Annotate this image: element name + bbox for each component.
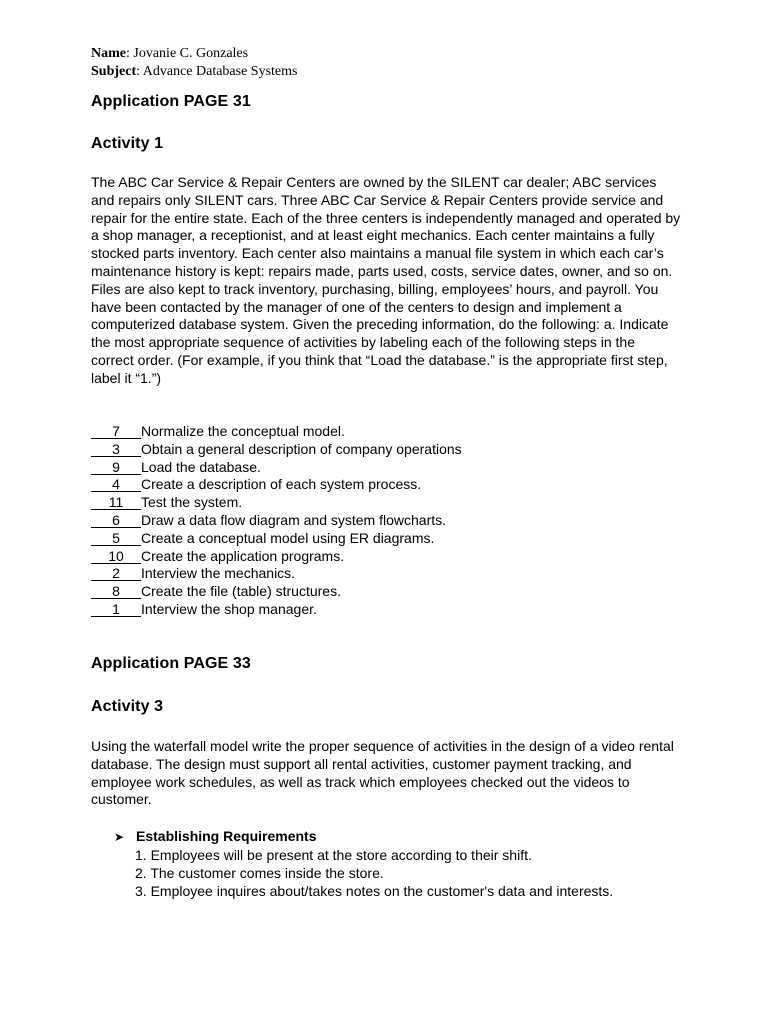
step-number: 6 xyxy=(91,513,141,528)
step-number: 7 xyxy=(91,424,141,439)
step-text: Draw a data flow diagram and system flowcharts. xyxy=(141,511,447,528)
step-item xyxy=(91,530,462,548)
activity-3-paragraph: Using the waterfall model write the proper sequence of activities in the design of a video rental database. The design must support all rental activities, customer payment tracking, and employee work schedules, as well as track which employees checked out the videos to customer. xyxy=(91,738,674,808)
step-item xyxy=(91,512,462,530)
step-text: Obtain a general description of company operations xyxy=(141,440,462,457)
step-text: Load the database. xyxy=(141,458,261,475)
step-text: Create a description of each system process. xyxy=(141,476,422,493)
document-header xyxy=(91,45,297,81)
arrow-bullet-icon: ➤ xyxy=(114,830,125,844)
step-number: 4 xyxy=(91,477,141,492)
step-item xyxy=(91,601,462,619)
step-number: 5 xyxy=(91,531,141,546)
name-value: : Jovanie C. Gonzales xyxy=(126,46,249,61)
step-number: 10 xyxy=(91,549,141,564)
step-number: 9 xyxy=(91,460,141,475)
step-item xyxy=(91,459,462,477)
step-text: Interview the shop manager. xyxy=(141,600,317,617)
step-number: 11 xyxy=(91,495,141,510)
step-item xyxy=(91,476,462,494)
requirements-list xyxy=(135,846,613,900)
requirements-title: Establishing Requirements xyxy=(136,828,317,844)
step-list xyxy=(91,423,462,619)
application-page-33-heading: Application PAGE 33 xyxy=(91,655,251,672)
step-number: 3 xyxy=(91,442,141,457)
requirement-item: 2. The customer comes inside the store. xyxy=(135,865,384,881)
requirement-item: 3. Employee inquires about/takes notes on the customer's data and interests. xyxy=(135,883,614,899)
step-number: 2 xyxy=(91,566,141,581)
step-text: Test the system. xyxy=(141,494,243,511)
step-text: Create the application programs. xyxy=(141,547,345,564)
step-number: 8 xyxy=(91,584,141,599)
requirements-section xyxy=(114,827,613,900)
step-number: 1 xyxy=(91,602,141,617)
subject-label: Subject xyxy=(91,64,137,79)
name-line xyxy=(91,45,297,63)
activity-3-heading: Activity 3 xyxy=(91,698,164,715)
activity-1-paragraph: The ABC Car Service & Repair Centers are owned by the SILENT car dealer; ABC services and repairs only SILENT cars. Three ABC Car Service & Repair Centers provide service and repair for the entire state. Each of the three centers is independently managed and operated by a shop manager, a receptionist, and at least eight mechanics. Each center maintains a fully stocked parts inventory. Each center also maintains a manual file system in which each car’s maintenance history is kept: repairs made, parts used, costs, service dates, owner, and so on. Files are also kept to track inventory, purchasing, billing, employees’ hours, and payroll. You have been contacted by the manager of one of the centers to design and implement a computerized database system. Given the preceding information, do the following: a. Indicate the most appropriate sequence of activities by labeling each of the following steps in the correct order. (For example, if you think that “Load the database.” is the appropriate first step, label it “1.”) xyxy=(91,174,681,386)
name-label: Name xyxy=(91,46,126,61)
application-page-31-heading: Application PAGE 31 xyxy=(91,93,251,110)
step-text: Interview the mechanics. xyxy=(141,565,296,582)
step-text: Normalize the conceptual model. xyxy=(141,423,345,439)
step-text: Create a conceptual model using ER diagrams. xyxy=(141,529,435,546)
subject-line xyxy=(91,63,297,81)
step-item xyxy=(91,441,462,459)
step-item xyxy=(91,494,462,512)
step-item xyxy=(91,583,462,601)
activity-1-heading: Activity 1 xyxy=(91,135,164,152)
step-item xyxy=(91,548,462,566)
requirements-heading xyxy=(114,827,613,846)
step-item xyxy=(91,565,462,583)
step-item xyxy=(91,423,462,441)
requirement-item: 1. Employees will be present at the store according to their shift. xyxy=(135,847,532,863)
subject-value: : Advance Database Systems xyxy=(136,64,298,79)
step-text: Create the file (table) structures. xyxy=(141,583,341,600)
